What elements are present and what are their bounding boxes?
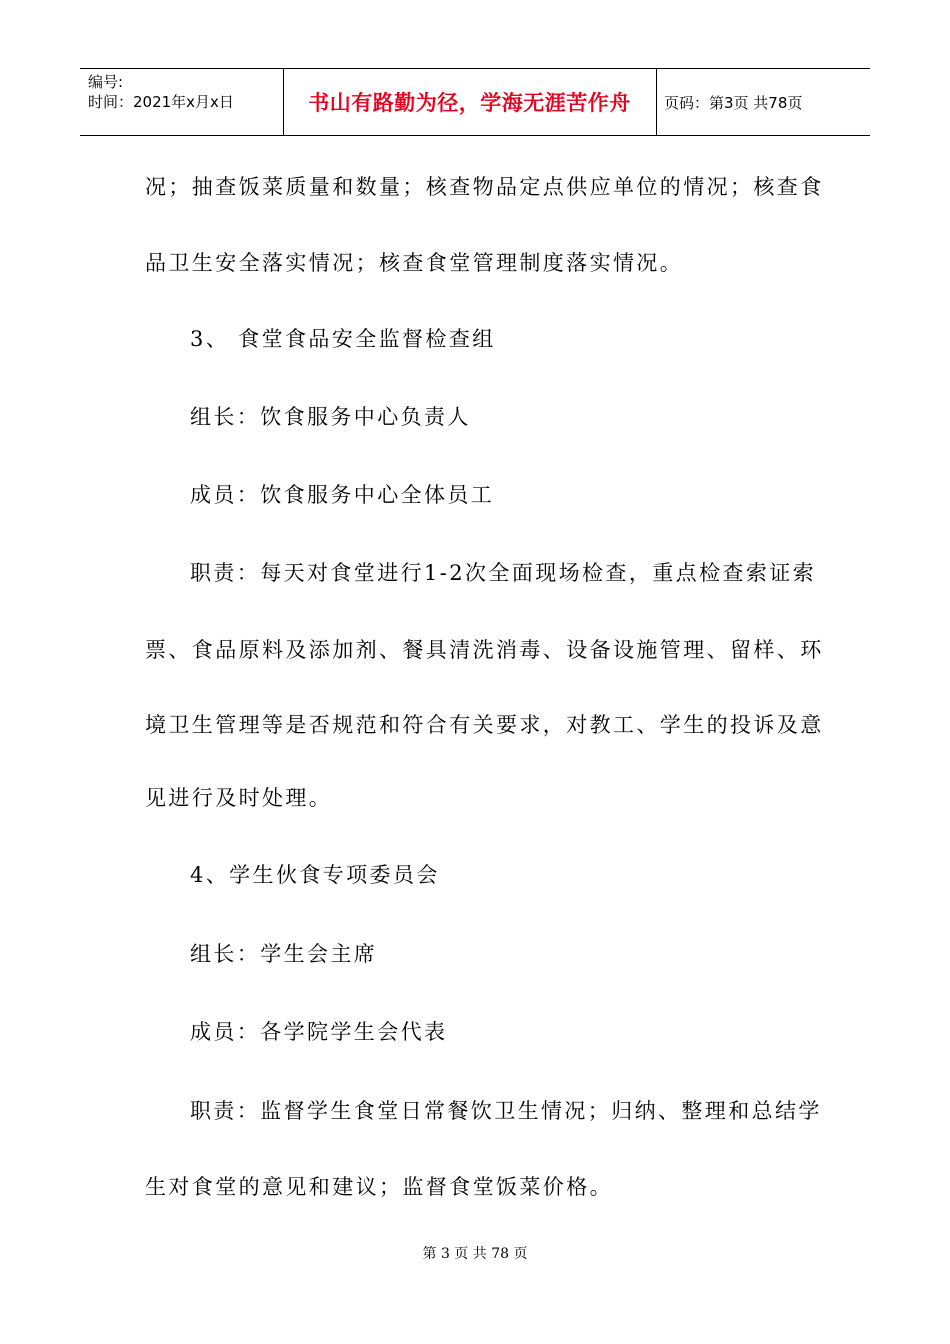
header-motto: 书山有路勤为径，学海无涯苦作舟	[308, 91, 631, 115]
body-line: 成员：饮食服务中心全体员工	[190, 483, 495, 507]
body-line: 组长：饮食服务中心负责人	[190, 405, 471, 429]
body-line: 职责：每天对食堂进行1-2次全面现场检查，重点检查索证索	[190, 561, 817, 585]
body-line: 成员：各学院学生会代表	[190, 1020, 448, 1044]
body-line: 况；抽查饭菜质量和数量；核查物品定点供应单位的情况；核查食	[145, 175, 824, 199]
header-divider	[656, 69, 657, 135]
section-heading: 4、学生伙食专项委员会	[190, 863, 440, 887]
body-line: 职责：监督学生食堂日常餐饮卫生情况；归纳、整理和总结学	[190, 1099, 822, 1123]
header-page-info: 页码：第3页 共78页	[664, 93, 803, 112]
body-line: 组长：学生会主席	[190, 942, 378, 966]
document-date: 时间：2021年x月x日	[88, 93, 234, 111]
page-footer: 第 3 页 共 78 页	[422, 1246, 528, 1262]
header-meta	[88, 72, 234, 112]
section-heading: 3、 食堂食品安全监督检查组	[190, 327, 496, 351]
body-line: 票、食品原料及添加剂、餐具清洗消毒、设备设施管理、留样、环	[145, 638, 824, 662]
page-header	[80, 68, 870, 136]
body-line: 见进行及时处理。	[145, 786, 333, 810]
body-line: 生对食堂的意见和建议；监督食堂饭菜价格。	[145, 1175, 613, 1199]
body-line: 品卫生安全落实情况；核查食堂管理制度落实情况。	[145, 251, 684, 275]
document-number-label: 编号:	[88, 73, 124, 91]
body-line: 境卫生管理等是否规范和符合有关要求，对教工、学生的投诉及意	[145, 713, 824, 737]
